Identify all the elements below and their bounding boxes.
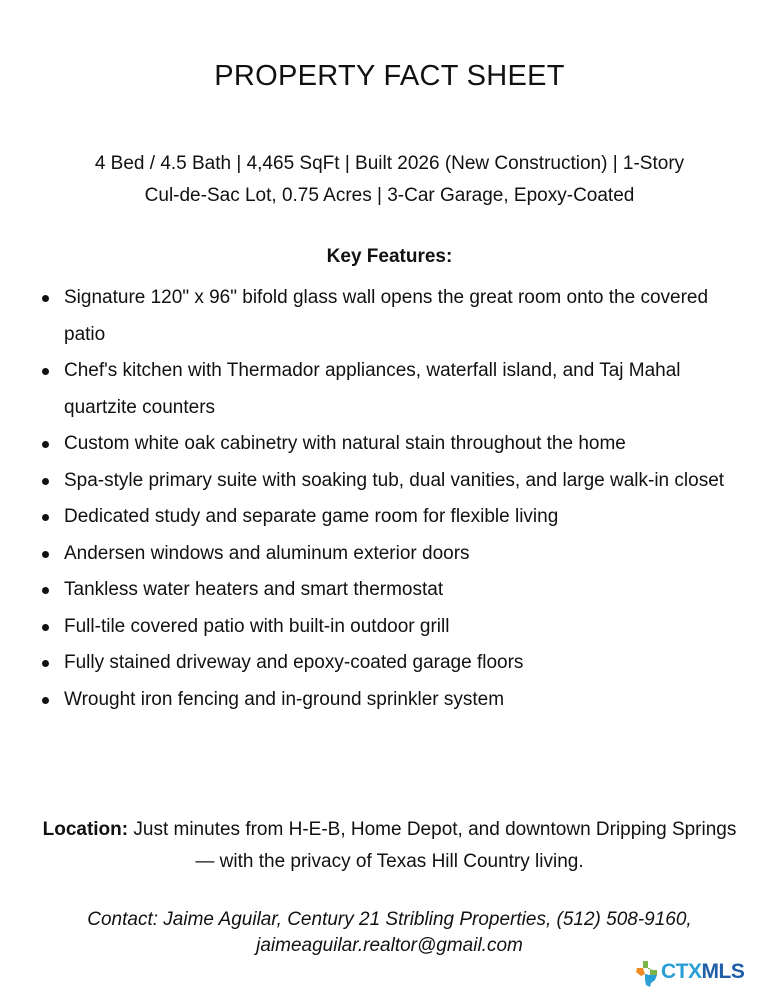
texas-shape-blue — [645, 974, 657, 987]
ctxmls-logo — [633, 958, 763, 988]
feature-text: Wrought iron fencing and in-ground sprinkler system — [64, 688, 505, 710]
specs-line-2: Cul-de-Sac Lot, 0.75 Acres | 3-Car Garage, Epoxy-Coated — [144, 185, 635, 206]
bullet-icon — [42, 660, 49, 667]
feature-text: Spa-style primary suite with soaking tub, dual vanities, and large walk-in closet — [64, 469, 725, 491]
feature-text: Tankless water heaters and smart thermostat — [64, 579, 444, 600]
feature-text: Andersen windows and aluminum exterior doors — [64, 542, 470, 564]
contact-info — [0, 907, 779, 959]
list-item — [38, 280, 744, 353]
texas-map-icon — [633, 958, 663, 988]
list-item — [38, 426, 744, 463]
bullet-icon — [42, 441, 49, 448]
location-paragraph — [40, 814, 739, 878]
list-item — [38, 463, 744, 500]
location-label: Location: — [42, 819, 129, 840]
key-features-list — [38, 280, 744, 718]
texas-shape-orange — [636, 968, 645, 976]
list-item — [38, 682, 744, 719]
bullet-icon — [42, 514, 49, 521]
feature-text: Chef's kitchen with Thermador appliances, waterfall island, and Taj Mahal quartzite counters — [64, 360, 681, 418]
contact-email: jaimeaguilar.realtor@gmail.com — [256, 935, 523, 956]
list-item — [38, 645, 744, 682]
feature-text: Signature 120" x 96" bifold glass wall opens the great room onto the covered patio — [64, 287, 709, 345]
bullet-icon — [42, 295, 49, 302]
page-title: PROPERTY FACT SHEET — [214, 60, 565, 92]
logo-text-mls: MLS — [701, 960, 745, 983]
bullet-icon — [42, 368, 49, 375]
location-text: Just minutes from H-E-B, Home Depot, and downtown Dripping Springs — with the privacy of Texas Hill Country living. — [128, 819, 737, 872]
list-item — [38, 499, 744, 536]
logo-text-ctx: CTX — [661, 960, 702, 983]
property-specs — [0, 148, 779, 212]
bullet-icon — [42, 551, 49, 558]
list-item — [38, 609, 744, 646]
bullet-icon — [42, 587, 49, 594]
bullet-icon — [42, 478, 49, 485]
key-features-heading: Key Features: — [326, 246, 453, 267]
bullet-icon — [42, 624, 49, 631]
list-item — [38, 536, 744, 573]
specs-line-1: 4 Bed / 4.5 Bath | 4,465 SqFt | Built 2026 (New Construction) | 1-Story — [94, 153, 685, 174]
logo-text — [661, 960, 744, 984]
list-item — [38, 353, 744, 426]
feature-text: Fully stained driveway and epoxy-coated garage floors — [64, 652, 524, 673]
list-item — [38, 572, 744, 609]
contact-line-1: Contact: Jaime Aguilar, Century 21 Stribling Properties, (512) 508-9160, — [87, 909, 692, 930]
feature-text: Dedicated study and separate game room for flexible living — [64, 506, 559, 527]
feature-text: Custom white oak cabinetry with natural stain throughout the home — [64, 433, 626, 454]
bullet-icon — [42, 697, 49, 704]
feature-text: Full-tile covered patio with built-in outdoor grill — [64, 615, 450, 637]
